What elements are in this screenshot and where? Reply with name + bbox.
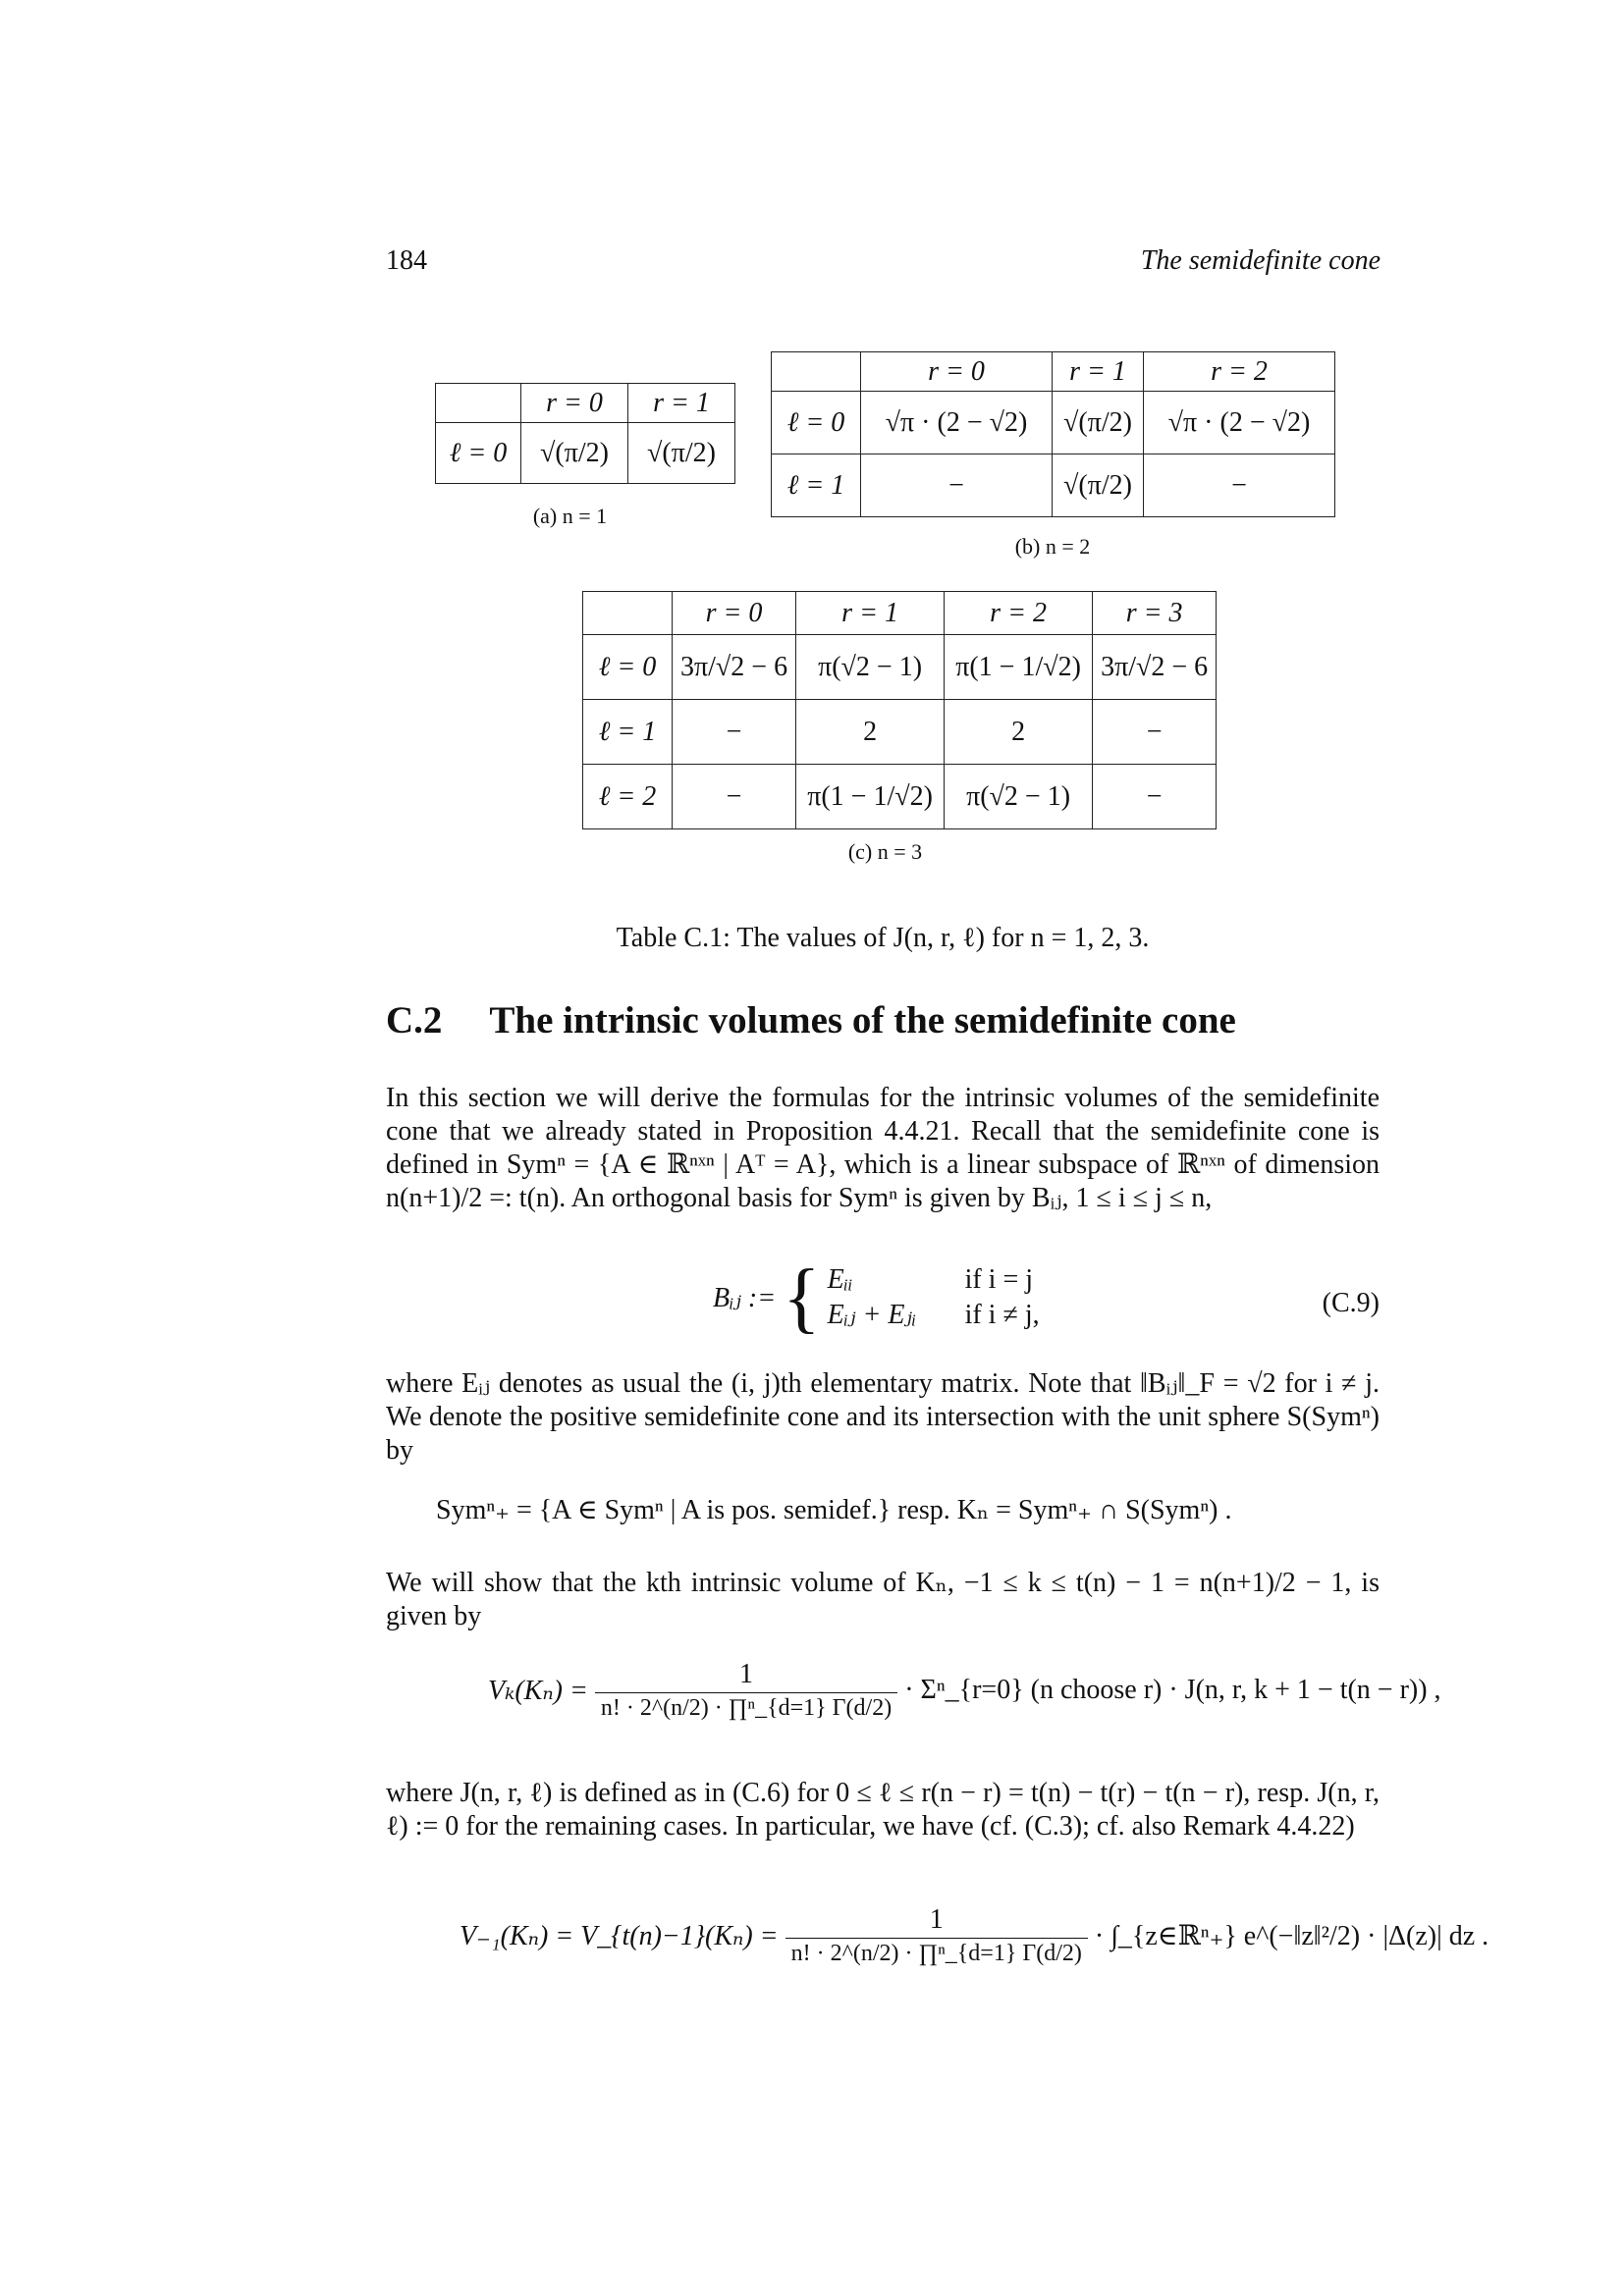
table-cell: π(1 − 1/√2) bbox=[796, 765, 945, 829]
table-cell: √(π/2) bbox=[628, 423, 735, 484]
table-cell bbox=[772, 352, 861, 392]
eq-fraction bbox=[595, 1659, 897, 1722]
eq-case: Eᵢⱼ + Eⱼᵢ bbox=[827, 1300, 917, 1330]
table-header-cell: r = 0 bbox=[521, 384, 628, 423]
brace-icon: { bbox=[783, 1255, 821, 1341]
equation-c9 bbox=[713, 1255, 1040, 1341]
paragraph-2 bbox=[386, 1367, 1380, 1468]
table-cell: 3π/√2 − 6 bbox=[673, 635, 796, 700]
eq-rhs: · Σⁿ_{r=0} (n choose r) · J(n, r, k + 1 − t(n − r)) , bbox=[904, 1675, 1441, 1705]
table-caption: Table C.1: The values of J(n, r, ℓ) for n = 1, 2, 3. bbox=[616, 923, 1150, 953]
eq-lhs: V₋₁(Kₙ) = V_{t(n)−1}(Kₙ) = bbox=[460, 1921, 779, 1951]
eq-rhs: · ∫_{z∈ℝⁿ₊} e^(−‖z‖²/2) · |Δ(z)| dz . bbox=[1094, 1921, 1489, 1951]
table-cell: √π · (2 − √2) bbox=[861, 392, 1053, 454]
paragraph-4 bbox=[386, 1777, 1380, 1843]
table-cell: 2 bbox=[945, 700, 1093, 765]
table-n3 bbox=[582, 591, 1217, 829]
table-header-cell: r = 2 bbox=[1144, 352, 1335, 392]
running-title: The semidefinite cone bbox=[1140, 245, 1380, 276]
table-cell: − bbox=[861, 454, 1053, 517]
table-header-cell: r = 0 bbox=[673, 592, 796, 635]
table-cell: − bbox=[1093, 700, 1217, 765]
table-row-header: ℓ = 1 bbox=[772, 454, 861, 517]
eq-numerator: 1 bbox=[785, 1904, 1088, 1939]
table-caption-a: (a) n = 1 bbox=[532, 504, 608, 528]
eq-fraction bbox=[785, 1904, 1088, 1967]
table-row-header: ℓ = 0 bbox=[772, 392, 861, 454]
table-header-cell: r = 1 bbox=[1053, 352, 1144, 392]
page-number: 184 bbox=[386, 245, 427, 276]
table-cell: − bbox=[1093, 765, 1217, 829]
paragraph-text: where J(n, r, ℓ) is defined as in (C.6) for 0 ≤ ℓ ≤ r(n − r) = t(n) − t(r) − t(n − r), resp. J(n, r, ℓ) := 0 for the remaining cases. In particular, we have (cf. (C.3); cf. also Remark 4.4.22) bbox=[386, 1778, 1380, 1842]
paragraph-3 bbox=[386, 1567, 1380, 1633]
table-header-cell: r = 1 bbox=[628, 384, 735, 423]
equation-vk bbox=[488, 1659, 1441, 1722]
table-cell bbox=[583, 592, 673, 635]
table-header-cell: r = 0 bbox=[861, 352, 1053, 392]
table-cell: √(π/2) bbox=[1053, 392, 1144, 454]
table-row-header: ℓ = 2 bbox=[583, 765, 673, 829]
table-row-header: ℓ = 0 bbox=[583, 635, 673, 700]
eq-lhs: Bᵢⱼ := bbox=[713, 1283, 777, 1313]
table-cell: √(π/2) bbox=[521, 423, 628, 484]
table-cell: π(√2 − 1) bbox=[945, 765, 1093, 829]
table-header-cell: r = 1 bbox=[796, 592, 945, 635]
equation-v-minus-1 bbox=[460, 1904, 1489, 1967]
table-header-cell: r = 3 bbox=[1093, 592, 1217, 635]
table-n1 bbox=[435, 383, 735, 484]
table-cell: √(π/2) bbox=[1053, 454, 1144, 517]
table-cell bbox=[436, 384, 521, 423]
table-caption-b: (b) n = 2 bbox=[1014, 534, 1091, 559]
table-cell: − bbox=[1144, 454, 1335, 517]
table-header-cell: r = 2 bbox=[945, 592, 1093, 635]
paragraph-text: In this section we will derive the formulas for the intrinsic volumes of the semidefinite cone that we already stated in Proposition 4.4.21. Recall that the semidefinite cone is defined in Symⁿ = {A ∈ ℝⁿˣⁿ | Aᵀ = A}, which is a linear subspace of ℝⁿˣⁿ of dimension n(n+1)/2 =: t(n). An orthogonal basis for Symⁿ is given by Bᵢⱼ, 1 ≤ i ≤ j ≤ n, bbox=[386, 1083, 1380, 1213]
eq-lhs: Vₖ(Kₙ) = bbox=[488, 1676, 588, 1706]
section-title: The intrinsic volumes of the semidefinite cone bbox=[489, 999, 1236, 1041]
eq-denominator: n! · 2^(n/2) · ∏ⁿ_{d=1} Γ(d/2) bbox=[790, 1941, 1082, 1966]
section-heading bbox=[386, 998, 1236, 1042]
table-caption-c: (c) n = 3 bbox=[847, 839, 923, 864]
table-cell: − bbox=[673, 765, 796, 829]
table-row-header: ℓ = 0 bbox=[436, 423, 521, 484]
eq-numerator: 1 bbox=[595, 1659, 897, 1693]
eq-case: Eᵢᵢ bbox=[827, 1264, 853, 1295]
equation-sym: Symⁿ₊ = {A ∈ Symⁿ | A is pos. semidef.} resp. Kₙ = Symⁿ₊ ∩ S(Symⁿ) . bbox=[436, 1495, 1232, 1525]
section-number: C.2 bbox=[386, 999, 443, 1041]
table-cell: π(1 − 1/√2) bbox=[945, 635, 1093, 700]
table-n2 bbox=[771, 351, 1335, 517]
eq-condition: if i = j bbox=[964, 1264, 1034, 1295]
paragraph-text: where Eᵢⱼ denotes as usual the (i, j)th elementary matrix. Note that ‖Bᵢⱼ‖_F = √2 for i ≠ j. We denote the positive semidefinite cone and its intersection with the unit sphere S(Symⁿ) by bbox=[386, 1368, 1380, 1466]
table-row-header: ℓ = 1 bbox=[583, 700, 673, 765]
equation-label: (C.9) bbox=[1322, 1288, 1380, 1318]
eq-denominator: n! · 2^(n/2) · ∏ⁿ_{d=1} Γ(d/2) bbox=[600, 1695, 893, 1721]
paragraph-text: We will show that the kth intrinsic volume of Kₙ, −1 ≤ k ≤ t(n) − 1 = n(n+1)/2 − 1, is given by bbox=[386, 1568, 1380, 1631]
eq-condition: if i ≠ j, bbox=[964, 1300, 1040, 1330]
table-cell: √π · (2 − √2) bbox=[1144, 392, 1335, 454]
table-cell: 2 bbox=[796, 700, 945, 765]
table-cell: 3π/√2 − 6 bbox=[1093, 635, 1217, 700]
paragraph-1 bbox=[386, 1082, 1380, 1215]
table-cell: π(√2 − 1) bbox=[796, 635, 945, 700]
table-cell: − bbox=[673, 700, 796, 765]
